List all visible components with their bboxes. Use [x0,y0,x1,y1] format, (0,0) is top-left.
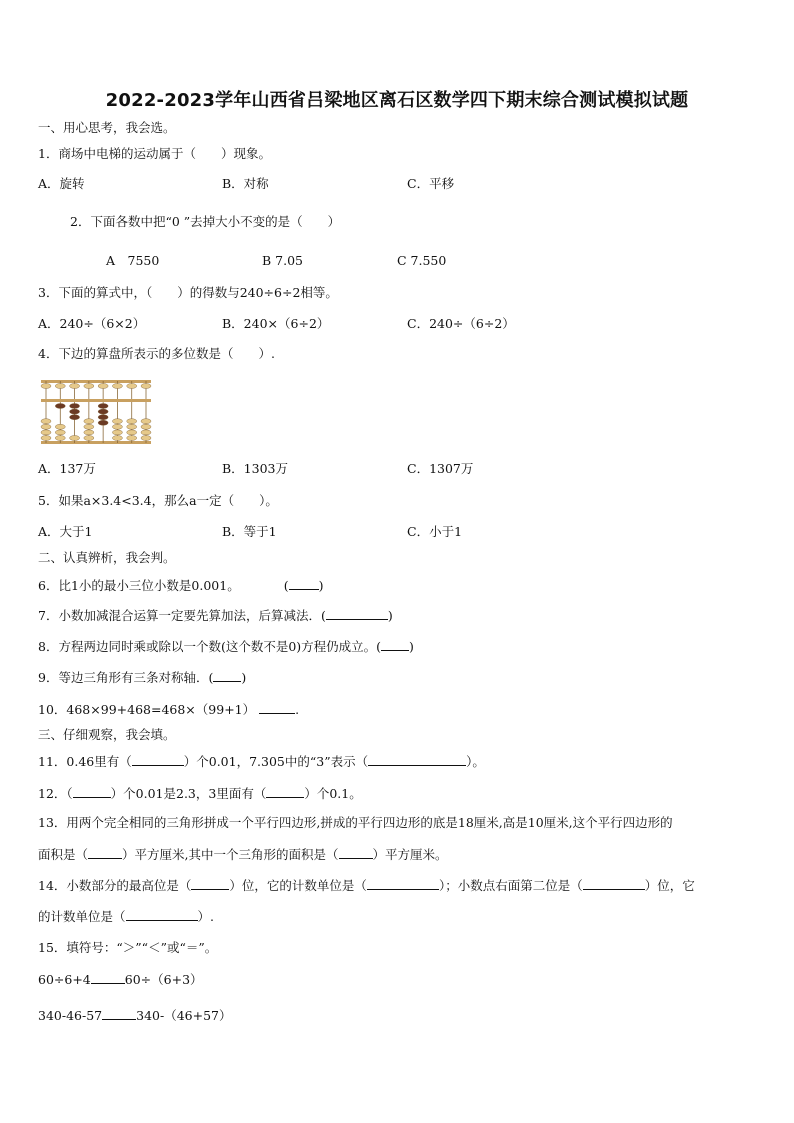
q6-answer-blank[interactable] [289,577,319,590]
abacus-bead-lower [98,415,108,420]
q7-text: 7．小数加减混合运算一定要先算加法，后算减法．( [38,608,326,623]
q10-answer-blank[interactable] [259,701,295,714]
abacus-bead-upper [70,384,80,389]
q14-text-2: ）位，它的计数单位是（ [229,878,367,893]
q11-blank-1[interactable] [132,753,184,766]
q13-text-1: 面积是（ [38,847,89,862]
q15-e2-left: 340-46-57 [38,1008,103,1023]
q10-text: 10．468×99+468=468×（99+1） [38,702,256,717]
question-3: 3．下面的算式中，（ ）的得数与240÷6÷2相等。 [38,285,338,300]
q8-close-paren: ) [409,639,414,654]
question-7 [38,607,393,624]
q2-option-b[interactable]: B 7.05 [262,253,303,268]
question-12 [38,785,362,802]
question-13-line-2 [38,846,448,863]
q11-text-3: ）。 [466,754,485,769]
q14-text-4: ）位，它 [644,878,695,893]
q3-option-b[interactable]: B．240×（6÷2） [222,316,330,331]
abacus-beam [41,399,151,402]
abacus-bead-lower [98,409,108,414]
abacus-bead-lower [98,420,108,425]
q1-option-a[interactable]: A．旋转 [38,176,85,191]
section-1-heading: 一、用心思考，我会选。 [38,120,176,135]
abacus-bead-lower [127,424,137,429]
q9-close-paren: ) [241,670,247,685]
question-11 [38,753,485,770]
q12-blank-1[interactable] [73,785,111,798]
q15-blank-1[interactable] [91,971,125,984]
question-6 [38,577,323,594]
abacus-bead-upper [112,384,122,389]
q9-answer-blank[interactable] [213,669,241,682]
abacus-bead-lower [55,430,65,435]
abacus-bead-lower [84,436,94,441]
q14-text-1: 14．小数部分的最高位是（ [38,878,192,893]
abacus-bead-lower [41,424,51,429]
abacus-bead-lower [141,424,151,429]
q14-blank-1[interactable] [191,877,229,890]
abacus-bead-lower [70,436,80,441]
abacus-bead-lower [127,419,137,424]
q14-blank-2[interactable] [367,877,439,890]
q5-option-c[interactable]: C．小于1 [407,524,463,539]
question-15: 15．填符号：“＞”“＜”或“＝”。 [38,940,218,955]
question-9 [38,669,246,686]
q6-close-paren: ) [318,578,324,593]
q6-open-paren: ( [283,578,289,593]
q14-text-3: ）；小数点右面第二位是（ [438,878,583,893]
q10-period: . [295,702,300,717]
q15-expression-1 [38,971,203,988]
page-title: 2022-2023学年山西省吕梁地区离石区数学四下期末综合测试模拟试题 [105,90,689,111]
q1-option-b[interactable]: B．对称 [222,176,269,191]
abacus-bead-lower [84,424,94,429]
abacus-bead-upper [84,384,94,389]
abacus-bead-lower [141,436,151,441]
q3-option-a[interactable]: A．240÷（6×2） [38,316,146,331]
q8-answer-blank[interactable] [381,638,409,651]
q4-option-c[interactable]: C．1307万 [407,461,474,476]
question-2: 2．下面各数中把“0 ”去掉大小不变的是（ ） [70,214,341,229]
q12-blank-2[interactable] [266,785,304,798]
q13-text-2: ）平方厘米,其中一个三角形的面积是（ [122,847,339,862]
abacus-bead-lower [127,436,137,441]
abacus-bead-lower [112,430,122,435]
abacus-top-bar [41,380,151,383]
abacus-bead-lower [70,409,80,414]
section-2-heading: 二、认真辨析，我会判。 [38,550,176,565]
abacus-bead-lower [55,424,65,429]
q13-blank-2[interactable] [339,846,373,859]
question-4: 4．下边的算盘所表示的多位数是（ ）. [38,346,275,361]
abacus-bead-upper [55,384,65,389]
q4-option-b[interactable]: B．1303万 [222,461,288,476]
abacus-bead-lower [141,419,151,424]
abacus-bead-lower [141,430,151,435]
abacus-bead-upper [41,384,51,389]
abacus-bead-lower [41,419,51,424]
q5-option-b[interactable]: B．等于1 [222,524,277,539]
abacus-bead-lower [127,430,137,435]
q15-e2-right: 340-（46+57） [136,1008,232,1023]
q14-blank-4[interactable] [126,908,198,921]
abacus-bead-lower [84,419,94,424]
q9-text: 9．等边三角形有三条对称轴．( [38,670,214,685]
abacus-bead-lower [112,436,122,441]
q2-option-c[interactable]: C 7.550 [397,253,447,268]
q13-blank-1[interactable] [88,846,122,859]
question-1: 1．商场中电梯的运动属于（ ）现象。 [38,146,271,161]
abacus-bead-lower [55,436,65,441]
abacus-bead-lower [55,404,65,409]
q15-expression-2 [38,1007,232,1024]
question-10 [38,701,299,718]
q3-option-c[interactable]: C．240÷（6÷2） [407,316,515,331]
question-14-line-2 [38,908,214,925]
q15-e1-right: 60÷（6+3） [124,972,203,987]
section-3-heading: 三、仔细观察，我会填。 [38,727,176,742]
q14-text-6: ）. [197,909,214,924]
q12-text-2: ）个0.01是2.3，3里面有（ [110,786,267,801]
q11-text-2: ）个0.01，7.305中的“3”表示（ [183,754,369,769]
question-13-line-1: 13．用两个完全相同的三角形拼成一个平行四边形,拼成的平行四边形的底是18厘米,高是10厘米,这个平行四边形的 [38,815,673,830]
q14-text-5: 的计数单位是（ [38,909,126,924]
abacus-bead-lower [41,436,51,441]
q14-blank-3[interactable] [583,877,645,890]
q13-text-3: ）平方厘米。 [372,847,448,862]
q5-option-a[interactable]: A．大于1 [38,524,93,539]
q4-option-a[interactable]: A．137万 [38,461,96,476]
abacus-bead-lower [98,404,108,409]
question-14-line-1 [38,877,695,894]
q11-text-1: 11．0.46里有（ [38,754,132,769]
q1-option-c[interactable]: C．平移 [407,176,455,191]
q2-option-a[interactable]: A 7550 [106,253,160,268]
q15-blank-2[interactable] [102,1007,136,1020]
question-5: 5．如果a×3.4<3.4，那么a一定（ ）。 [38,493,278,508]
abacus-bead-lower [41,430,51,435]
q6-text: 6．比1小的最小三位小数是0.001。 [38,578,240,593]
q15-e1-left: 60÷6+4 [38,972,91,987]
q12-text-1: 12．（ [38,786,73,801]
abacus-bead-upper [127,384,137,389]
abacus-bead-lower [70,404,80,409]
question-8 [38,638,414,655]
abacus-image [40,378,152,446]
abacus-bead-lower [70,415,80,420]
q8-text: 8．方程两边同时乘或除以一个数(这个数不是0)方程仍成立。( [38,639,382,654]
q12-text-3: ）个0.1。 [304,786,362,801]
abacus-bead-lower [84,430,94,435]
q7-answer-blank[interactable] [326,607,388,620]
abacus-bead-upper [141,384,151,389]
q7-close-paren: ) [387,608,393,623]
q11-blank-2[interactable] [368,753,466,766]
abacus-bead-upper [98,384,108,389]
abacus-bead-lower [112,424,122,429]
abacus-bottom-bar [41,441,151,444]
abacus-bead-lower [112,419,122,424]
